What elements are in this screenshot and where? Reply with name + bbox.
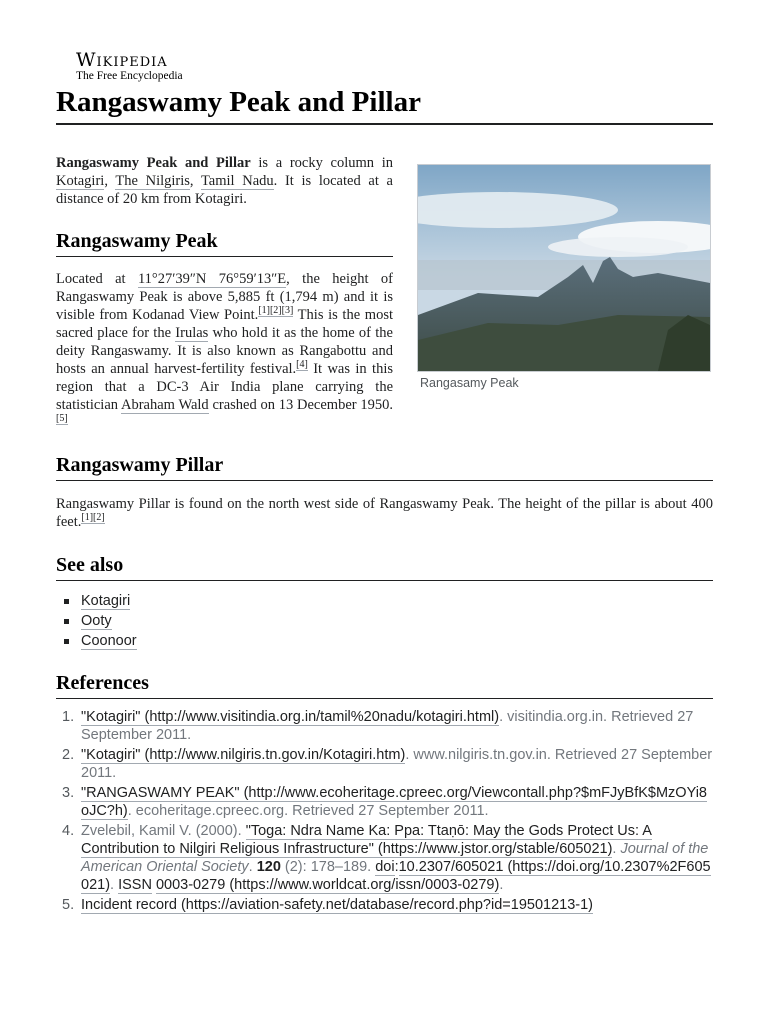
ref-4-journal: Journal of the American Oriental Society bbox=[81, 841, 709, 875]
ref-4-pages: (2): 178–189. bbox=[280, 859, 376, 875]
logo-tagline: The Free Encyclopedia bbox=[76, 70, 183, 82]
peak-text-3: This is the most sacred place for the bbox=[56, 307, 393, 341]
heading-rangaswamy-peak: Rangaswamy Peak bbox=[56, 229, 393, 257]
ref-4-author: Zvelebil, Kamil V. (2000). bbox=[81, 823, 246, 839]
page-title: Rangaswamy Peak and Pillar bbox=[56, 84, 713, 125]
citation-1-2-3[interactable]: [1][2][3] bbox=[258, 305, 294, 317]
see-also-coonoor[interactable]: Coonoor bbox=[81, 633, 137, 649]
see-also-ooty[interactable]: Ooty bbox=[81, 613, 112, 629]
heading-see-also: See also bbox=[56, 553, 713, 581]
ref-4-volume: 120 bbox=[256, 859, 281, 875]
ref-4-doi-label[interactable]: doi bbox=[375, 859, 395, 875]
list-item bbox=[64, 631, 137, 651]
ref-4-sep-1: . bbox=[612, 841, 621, 857]
ref-4-end: . bbox=[499, 877, 504, 893]
link-abraham-wald[interactable]: Abraham Wald bbox=[120, 397, 209, 413]
reference-2 bbox=[56, 746, 713, 782]
link-kotagiri[interactable]: Kotagiri bbox=[56, 173, 105, 189]
intro-sep-2: , bbox=[189, 173, 201, 189]
list-item bbox=[64, 591, 137, 611]
ref-number: 1. bbox=[62, 709, 75, 725]
peak-text-5: It was in this region that a DC-3 Air India plane carrying the statistician bbox=[56, 361, 394, 413]
intro-sep-1: , bbox=[104, 173, 116, 189]
reference-5 bbox=[56, 896, 713, 914]
citation-5[interactable]: [5] bbox=[56, 413, 68, 425]
ref-4-sep-2: . bbox=[248, 859, 257, 875]
intro-text-1: is a rocky column in bbox=[250, 155, 393, 171]
peak-text-1: Located at bbox=[56, 271, 138, 287]
ref-4-link[interactable]: "Toga: Ndra Name Ka: Ppa: Ttaṇō: May the Gods Protect Us: A Contribution to Nilgiri Religious Infrastructure" (https://www.jstor.org/stable/605021) bbox=[81, 823, 652, 857]
ref-number: 5. bbox=[62, 897, 75, 913]
ref-4-doi-link[interactable]: 10.2307/605021 (https://doi.org/10.2307%2F605021) bbox=[81, 859, 711, 893]
link-tamil-nadu[interactable]: Tamil Nadu bbox=[200, 173, 274, 189]
ref-2-rest: . www.nilgiris.tn.gov.in. Retrieved 27 September 2011. bbox=[81, 747, 713, 781]
ref-1-link[interactable]: "Kotagiri" (http://www.visitindia.org.in/tamil%20nadu/kotagiri.html) bbox=[81, 709, 500, 725]
ref-3-rest: . ecoheritage.cpreec.org. Retrieved 27 September 2011. bbox=[127, 803, 489, 819]
figure-caption: Rangasamy Peak bbox=[420, 376, 519, 390]
ref-number: 2. bbox=[62, 747, 75, 763]
ref-4-issn-link[interactable]: 0003-0279 (https://www.worldcat.org/issn/0003-0279) bbox=[155, 877, 500, 893]
rangasamy-peak-photo[interactable] bbox=[417, 164, 711, 372]
heading-rangaswamy-pillar: Rangaswamy Pillar bbox=[56, 453, 713, 481]
ref-4-sep-3: . bbox=[110, 877, 119, 893]
intro-bold: Rangaswamy Peak and Pillar bbox=[56, 155, 251, 171]
ref-number: 4. bbox=[62, 823, 75, 839]
ref-4-issn-label[interactable]: ISSN bbox=[118, 877, 152, 893]
intro-text-2: . It is located at a distance of 20 km from Kotagiri. bbox=[56, 173, 393, 207]
ref-2-link[interactable]: "Kotagiri" (http://www.nilgiris.tn.gov.in/Kotagiri.htm) bbox=[81, 747, 406, 763]
citation-1-2[interactable]: [1][2] bbox=[81, 512, 105, 524]
intro-paragraph bbox=[56, 154, 393, 208]
ref-3-link[interactable]: "RANGASWAMY PEAK" (http://www.ecoheritage.cpreec.org/Viewcontall.php?$mFJyBfK$MzOYi8oJC?h) bbox=[81, 785, 707, 819]
peak-figure bbox=[417, 164, 711, 390]
reference-3 bbox=[56, 784, 713, 820]
reference-1 bbox=[56, 708, 713, 744]
references-list bbox=[56, 708, 713, 916]
pillar-paragraph bbox=[56, 495, 713, 531]
ref-1-rest: . visitindia.org.in. Retrieved 27 September 2011. bbox=[81, 709, 694, 743]
pillar-text: Rangaswamy Pillar is found on the north west side of Rangaswamy Peak. The height of the pillar is about 400 feet. bbox=[56, 496, 713, 530]
ref-5-link[interactable]: Incident record (https://aviation-safety.net/database/record.php?id=19501213-1) bbox=[81, 897, 593, 913]
peak-text-4: who hold it as the home of the deity Rangaswamy. It is also known as Rangabottu and hosts an annual harvest-fertility festival. bbox=[56, 325, 393, 377]
see-also-kotagiri[interactable]: Kotagiri bbox=[81, 593, 131, 609]
citation-4[interactable]: [4] bbox=[296, 359, 308, 371]
reference-4 bbox=[56, 822, 713, 894]
ref-number: 3. bbox=[62, 785, 75, 801]
link-irulas[interactable]: Irulas bbox=[175, 325, 209, 341]
logo-title: Wikipedia bbox=[76, 49, 168, 71]
peak-text-2: , the height of Rangaswamy Peak is above 5,885 ft (1,794 m) and it is visible from Kodanad View Point. bbox=[56, 271, 393, 323]
peak-text-6: crashed on 13 December 1950. bbox=[208, 397, 393, 413]
see-also-list bbox=[64, 591, 137, 651]
ref-4-doi-sep: : bbox=[394, 859, 399, 875]
coordinates-link[interactable]: 11°27′39″N 76°59′13″E bbox=[137, 271, 287, 287]
peak-paragraph bbox=[56, 270, 393, 432]
list-item bbox=[64, 611, 137, 631]
heading-references: References bbox=[56, 671, 713, 699]
link-the-nilgiris[interactable]: The Nilgiris bbox=[115, 173, 190, 189]
wikipedia-logo[interactable] bbox=[76, 50, 216, 82]
